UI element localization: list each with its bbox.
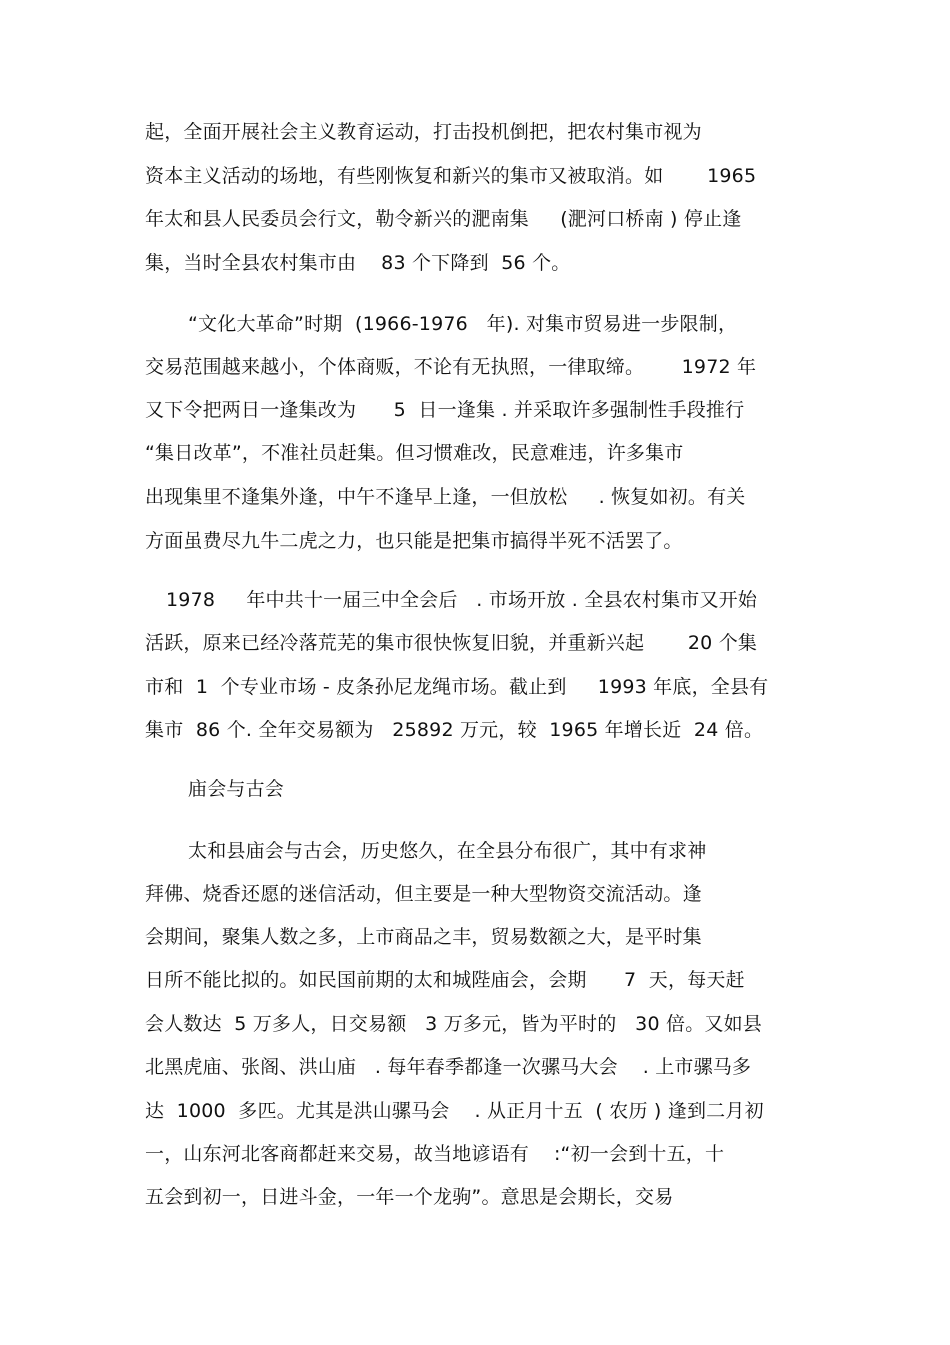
text-line: 资本主义活动的场地，有些刚恢复和新兴的集市又被取消。如 1965 xyxy=(145,165,757,187)
section-heading: 庙会与古会 xyxy=(188,778,285,800)
text-line: 起，全面开展社会主义教育运动，打击投机倒把，把农村集市视为 xyxy=(145,121,702,143)
text-line: “文化大革命”时期 (1966-1976 年). 对集市贸易进一步限制， xyxy=(188,313,738,335)
text-line: 北黑虎庙、张阁、洪山庙 . 每年春季都逢一次骡马大会 . 上市骡马多 xyxy=(145,1056,752,1078)
text-line: 会期间，聚集人数之多，上市商品之丰，贸易数额之大，是平时集 xyxy=(145,926,702,948)
text-line: 拜佛、烧香还愿的迷信活动，但主要是一种大型物资交流活动。逢 xyxy=(145,883,702,905)
text-line: 日所不能比拟的。如民国前期的太和城陛庙会，会期 7 天，每天赶 xyxy=(145,969,745,991)
text-line: 1978 年中共十一届三中全会后 . 市场开放 . 全县农村集市又开始 xyxy=(166,589,758,611)
text-line: 交易范围越来越小，个体商贩，不论有无执照，一律取缔。 1972 年 xyxy=(145,356,757,378)
text-line: 市和 1 个专业市场 - 皮条孙尼龙绳市场。截止到 1993 年底，全县有 xyxy=(145,676,769,698)
text-line: 活跃，原来已经冷落荒芜的集市很快恢复旧貌，并重新兴起 20 个集 xyxy=(145,632,758,654)
text-line: 方面虽费尽九牛二虎之力，也只能是把集市搞得半死不活罢了。 xyxy=(145,530,683,552)
text-line: 达 1000 多匹。尤其是洪山骡马会 . 从正月十五 ( 农历 ) 逢到二月初 xyxy=(145,1100,764,1122)
text-line: 集市 86 个. 全年交易额为 25892 万元，较 1965 年增长近 24 倍。 xyxy=(145,719,764,741)
text-line: 一，山东河北客商都赶来交易，故当地谚语有 :“初一会到十五，十 xyxy=(145,1143,725,1165)
text-line: 年太和县人民委员会行文，勒令新兴的淝南集 (淝河口桥南 ) 停止逢 xyxy=(145,208,742,230)
text-line: “集日改革”，不准社员赶集。但习惯难改，民意难违，许多集市 xyxy=(145,442,684,464)
text-line: 会人数达 5 万多人，日交易额 3 万多元，皆为平时的 30 倍。又如县 xyxy=(145,1013,762,1035)
text-line: 太和县庙会与古会，历史悠久，在全县分布很广，其中有求神 xyxy=(188,840,707,862)
text-line: 又下令把两日一逢集改为 5 日一逢集 . 并采取许多强制性手段推行 xyxy=(145,399,745,421)
text-line: 出现集里不逢集外逢，中午不逢早上逢，一但放松 . 恢复如初。有关 xyxy=(145,486,746,508)
text-line: 集，当时全县农村集市由 83 个下降到 56 个。 xyxy=(145,252,571,274)
text-line: 五会到初一，日进斗金，一年一个龙驹”。意思是会期长，交易 xyxy=(145,1186,674,1208)
